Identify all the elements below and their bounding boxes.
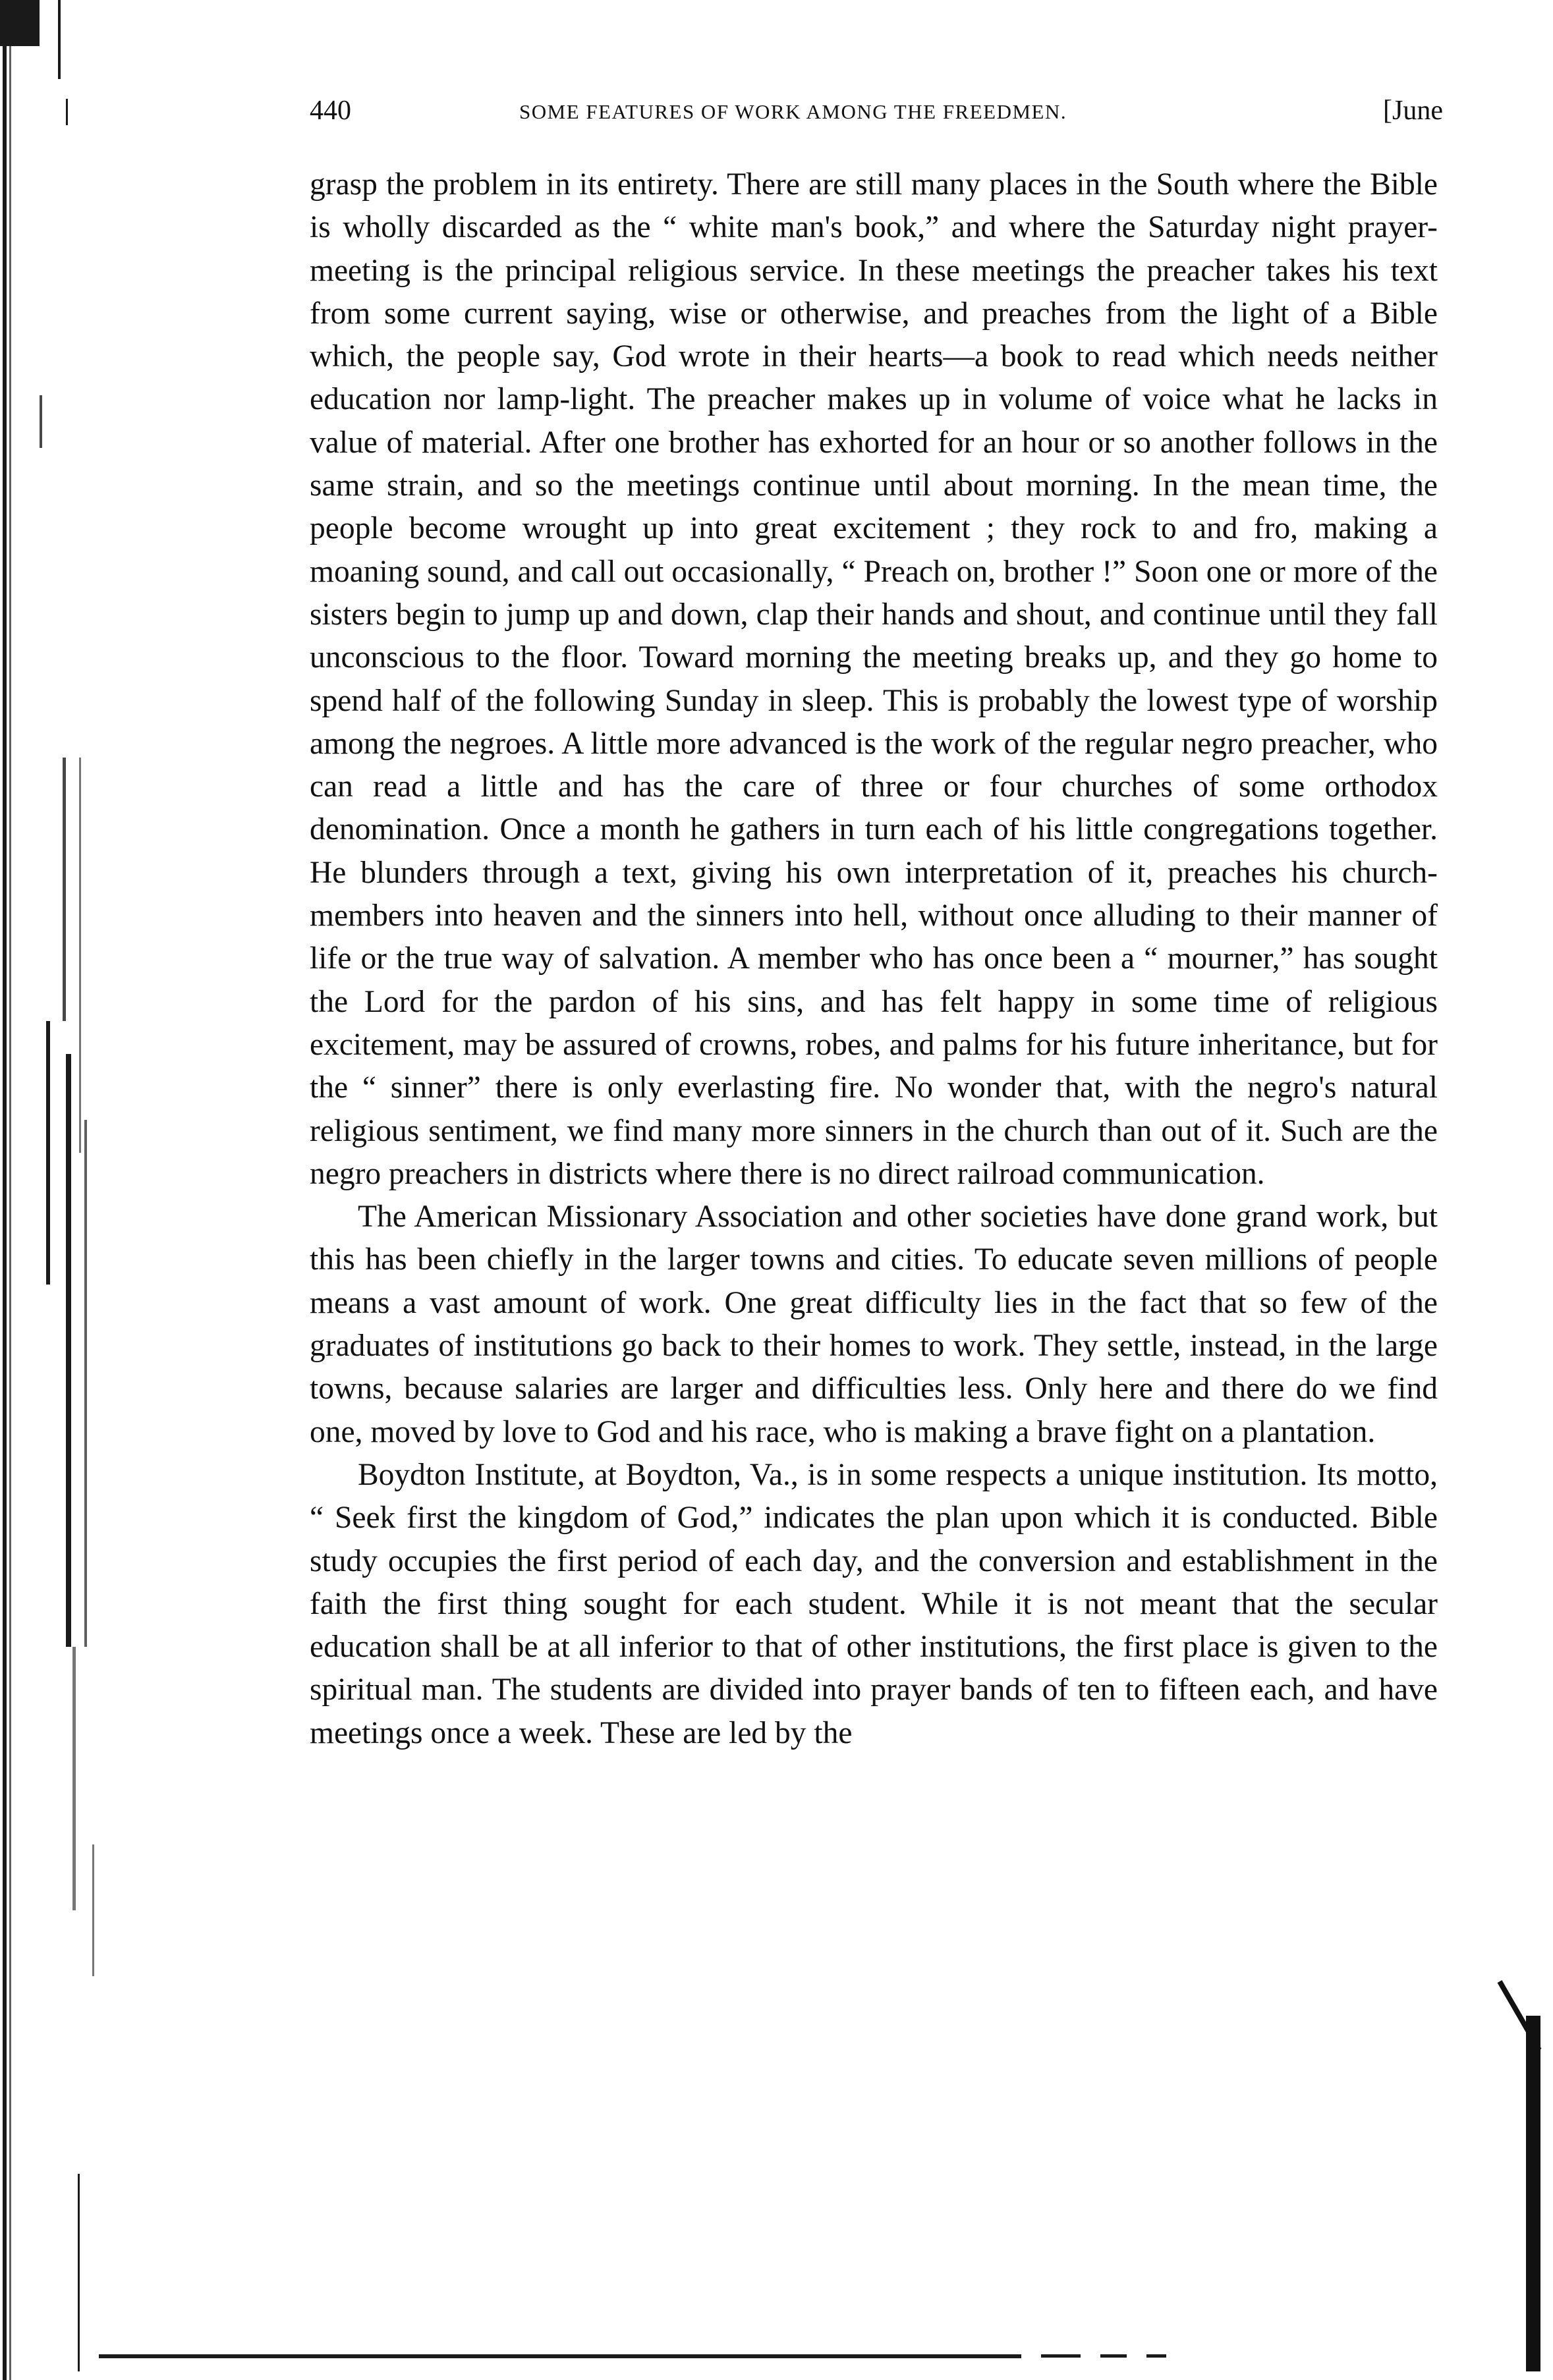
scan-bottom-dash bbox=[1146, 2354, 1166, 2358]
running-header bbox=[310, 91, 1443, 130]
paragraph-continued: grasp the problem in its entirety. There are still many places in the South where the Bible is wholly discarded as the “ white man's book,” and where the Saturday night prayer-meeting is the principal religious service. In these meetings the preacher takes his text from some current saying, wise or otherwise, and preaches from the light of a Bible which, the people say, God wrote in their hearts—a book to read which needs neither education nor lamp-light. The preacher makes up in volume of voice what he lacks in value of material. After one brother has exhorted for an hour or so another follows in the same strain, and so the meetings continue until about morning. In the mean time, the people become wrought up into great excitement ; they rock to and fro, making a moaning sound, and call out occasionally, “ Preach on, brother !” Soon one or more of the sisters begin to jump up and down, clap their hands and shout, and continue until they fall unconscious to the floor. Toward morning the meeting breaks up, and they go home to spend half of the following Sunday in sleep. This is probably the lowest type of worship among the negroes. A little more advanced is the work of the regular negro preacher, who can read a little and has the care of three or four churches of some orthodox denomination. Once a month he gathers in turn each of his little congregations together. He blunders through a text, giving his own interpretation of it, preaches his church-members into heaven and the sinners into hell, without once alluding to their manner of life or the true way of salvation. A member who has once been a “ mourner,” has sought the Lord for the pardon of his sins, and has felt happy in some time of religious excitement, may be assured of crowns, robes, and palms for his future inheritance, but for the “ sinner” there is only everlasting fire. No wonder that, with the negro's natural religious sentiment, we find many more sinners in the church than out of it. Such are the negro preachers in districts where there is no direct railroad communication. bbox=[310, 167, 1438, 1191]
scan-bottom-rule bbox=[99, 2354, 1021, 2358]
page-number: 440 bbox=[310, 96, 351, 126]
scan-bottom-dash bbox=[1100, 2354, 1127, 2358]
scanned-binding-edge bbox=[0, 0, 99, 2380]
scan-bottom-dash bbox=[1041, 2354, 1081, 2358]
paragraph-missionary-association: The American Missionary Association and other societies have done grand work, but this has been chiefly in the larger towns and cities. To educate seven millions of people means a vast amount of work. One great difficulty lies in the fact that so few of the graduates of institutions go back to their homes to work. They settle, instead, in the large towns, because salaries are larger and difficulties less. Only here and there do we find one, moved by love to God and his race, who is making a brave fight on a plantation. bbox=[310, 1200, 1438, 1449]
issue-month: [June bbox=[1383, 96, 1443, 126]
running-title: SOME FEATURES OF WORK AMONG THE FREEDMEN. bbox=[519, 100, 1067, 123]
scan-edge-mark bbox=[1526, 2016, 1540, 2371]
paragraph-boydton-institute: Boydton Institute, at Boydton, Va., is in some respects a unique institution. Its motto, “ Seek first the kingdom of God,” indicates the plan upon which it is conducted. Bible study occupies the first period of each day, and the conversion and establishment in the faith the first thing sought for each student. While it is not meant that the secular education shall be at all inferior to that of other institutions, the first place is given to the spiritual man. The students are divided into prayer bands of ten to fifteen each, and have meetings once a week. These are led by the bbox=[310, 1457, 1438, 1750]
article-body bbox=[310, 163, 1438, 1755]
